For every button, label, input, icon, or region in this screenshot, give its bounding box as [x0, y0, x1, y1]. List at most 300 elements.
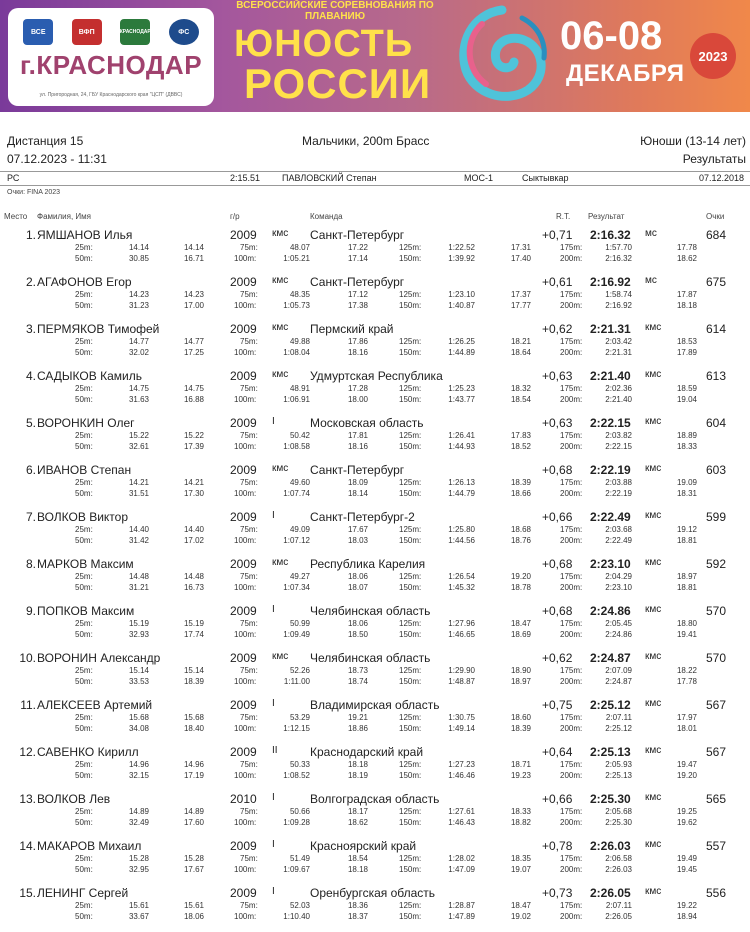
split-cumulative: 1:10.40: [283, 912, 310, 921]
split-label: 150m:: [399, 818, 422, 827]
split-cumulative: 2:07.09: [605, 666, 632, 675]
split-lap: 18.64: [510, 348, 531, 357]
swimmer-name: САВЕНКО Кирилл: [37, 745, 139, 759]
result-row: [0, 601, 750, 648]
split-cumulative: 1:08.58: [283, 442, 310, 451]
sport-rank: кмс: [272, 369, 289, 380]
split-cumulative: 2:21.40: [605, 395, 632, 404]
swimmer-name: АГАФОНОВ Егор: [37, 275, 132, 289]
split-label: 150m:: [399, 912, 422, 921]
split-cumulative: 2:07.11: [605, 901, 632, 910]
split-cumulative: 1:05.21: [283, 254, 310, 263]
place-number: 3.: [25, 322, 36, 336]
split-label: 175m:: [560, 384, 583, 393]
split-lap: 18.18: [676, 301, 697, 310]
split-lap: 14.21: [183, 478, 204, 487]
record-date: 07.12.2018: [698, 173, 744, 183]
points: 613: [706, 369, 727, 383]
split-label: 75m:: [240, 807, 258, 816]
split-lap: 18.81: [676, 583, 697, 592]
split-cumulative: 1:07.12: [283, 536, 310, 545]
points: 599: [706, 510, 727, 524]
split-lap: 18.14: [347, 489, 368, 498]
split-lap: 17.89: [676, 348, 697, 357]
split-lap: 14.89: [183, 807, 204, 816]
split-lap: 15.19: [183, 619, 204, 628]
result-row: [0, 460, 750, 507]
event-title: Мальчики, 200m Брасс: [302, 134, 430, 148]
split-cumulative: 1:23.10: [448, 290, 475, 299]
event-month: ДЕКАБРЯ: [566, 60, 685, 87]
swimmer-name: ПОПКОВ Максим: [37, 604, 135, 618]
result-rank: кмс: [645, 698, 662, 709]
split-cumulative: 1:25.80: [448, 525, 475, 534]
result-rank: кмс: [645, 510, 662, 521]
split-cumulative: 14.48: [128, 572, 149, 581]
split-label: 75m:: [240, 572, 258, 581]
split-cumulative: 2:24.87: [605, 677, 632, 686]
place-number: 4.: [25, 369, 36, 383]
split-cumulative: 1:25.23: [448, 384, 475, 393]
split-cumulative: 1:46.65: [448, 630, 475, 639]
sport-rank: I: [272, 416, 275, 427]
swimmer-name: ВОРОНКИН Олег: [37, 416, 135, 430]
reaction-time: +0,78: [542, 839, 573, 853]
sport-rank: I: [272, 792, 275, 803]
split-lap: 19.07: [510, 865, 531, 874]
split-cumulative: 1:22.52: [448, 243, 475, 252]
birth-year: 2009: [230, 839, 257, 853]
record-holder: ПАВЛОВСКИЙ Степан: [282, 173, 377, 183]
split-cumulative: 1:09.28: [283, 818, 310, 827]
split-label: 100m:: [234, 865, 257, 874]
split-label: 150m:: [399, 677, 422, 686]
event-dates: 06-08: [560, 14, 663, 58]
split-cumulative: 32.15: [128, 771, 149, 780]
split-label: 50m:: [75, 677, 93, 686]
split-lap: 14.77: [183, 337, 204, 346]
split-cumulative: 15.28: [128, 854, 149, 863]
split-label: 25m:: [75, 901, 93, 910]
split-cumulative: 33.67: [128, 912, 149, 921]
final-time: 2:21.40: [590, 369, 631, 383]
split-lap: 17.77: [510, 301, 531, 310]
split-cumulative: 1:43.77: [448, 395, 475, 404]
split-cumulative: 52.03: [289, 901, 310, 910]
split-label: 125m:: [399, 572, 422, 581]
split-label: 75m:: [240, 525, 258, 534]
team-name: Красноярский край: [310, 839, 417, 853]
split-label: 100m:: [234, 395, 257, 404]
split-cumulative: 31.21: [128, 583, 149, 592]
split-label: 125m:: [399, 901, 422, 910]
split-cumulative: 1:27.23: [448, 760, 475, 769]
split-cumulative: 2:05.45: [605, 619, 632, 628]
sport-rank: I: [272, 839, 275, 850]
split-cumulative: 2:03.68: [605, 525, 632, 534]
split-cumulative: 2:03.88: [605, 478, 632, 487]
split-label: 175m:: [560, 478, 583, 487]
split-label: 100m:: [234, 254, 257, 263]
split-label: 100m:: [234, 442, 257, 451]
split-lap: 18.97: [676, 572, 697, 581]
place-number: 10.: [19, 651, 36, 665]
event-datetime: 07.12.2023 - 11:31: [7, 152, 107, 166]
split-lap: 18.07: [347, 583, 368, 592]
final-time: 2:25.30: [590, 792, 631, 806]
split-lap: 15.68: [183, 713, 204, 722]
split-cumulative: 1:48.87: [448, 677, 475, 686]
swim-logo: ФС: [169, 19, 199, 45]
swimmer-name: ВОРОНИН Александр: [37, 651, 161, 665]
organizer-card: [8, 8, 214, 106]
reaction-time: +0,61: [542, 275, 573, 289]
split-label: 75m:: [240, 901, 258, 910]
split-lap: 18.54: [347, 854, 368, 863]
place-number: 7.: [25, 510, 36, 524]
split-cumulative: 1:30.75: [448, 713, 475, 722]
result-row: [0, 883, 750, 930]
split-label: 100m:: [234, 677, 257, 686]
place-number: 8.: [25, 557, 36, 571]
record-row: [0, 171, 750, 186]
result-rank: кмс: [645, 322, 662, 333]
split-cumulative: 31.51: [128, 489, 149, 498]
split-cumulative: 30.85: [128, 254, 149, 263]
split-cumulative: 2:16.32: [605, 254, 632, 263]
split-cumulative: 51.49: [289, 854, 310, 863]
split-lap: 18.54: [510, 395, 531, 404]
split-cumulative: 2:25.30: [605, 818, 632, 827]
split-cumulative: 1:11.00: [283, 677, 310, 686]
split-cumulative: 31.63: [128, 395, 149, 404]
split-cumulative: 49.60: [289, 478, 310, 487]
split-label: 25m:: [75, 854, 93, 863]
col-result: Результат: [588, 212, 625, 221]
split-cumulative: 48.91: [289, 384, 310, 393]
split-cumulative: 2:06.58: [605, 854, 632, 863]
points: 675: [706, 275, 727, 289]
split-lap: 17.67: [183, 865, 204, 874]
split-lap: 18.36: [347, 901, 368, 910]
split-lap: 18.39: [183, 677, 204, 686]
split-label: 150m:: [399, 254, 422, 263]
split-lap: 19.09: [676, 478, 697, 487]
split-label: 100m:: [234, 630, 257, 639]
sport-rank: I: [272, 698, 275, 709]
split-cumulative: 1:27.61: [448, 807, 475, 816]
team-name: Краснодарский край: [310, 745, 424, 759]
team-name: Санкт-Петербург: [310, 463, 405, 477]
split-cumulative: 14.77: [128, 337, 149, 346]
result-row: [0, 554, 750, 601]
split-lap: 18.73: [347, 666, 368, 675]
result-row: [0, 319, 750, 366]
split-lap: 18.74: [347, 677, 368, 686]
split-label: 200m:: [560, 395, 583, 404]
split-lap: 18.82: [510, 818, 531, 827]
split-cumulative: 34.08: [128, 724, 149, 733]
place-number: 2.: [25, 275, 36, 289]
wave-emblem-icon: [452, 4, 552, 108]
split-cumulative: 32.49: [128, 818, 149, 827]
split-lap: 18.21: [510, 337, 531, 346]
split-label: 125m:: [399, 525, 422, 534]
birth-year: 2009: [230, 322, 257, 336]
record-code: РС: [7, 173, 20, 183]
swimmer-name: ИВАНОВ Степан: [37, 463, 132, 477]
reaction-time: +0,62: [542, 322, 573, 336]
birth-year: 2009: [230, 416, 257, 430]
split-label: 150m:: [399, 865, 422, 874]
split-cumulative: 14.21: [128, 478, 149, 487]
split-cumulative: 15.14: [128, 666, 149, 675]
split-cumulative: 14.14: [128, 243, 149, 252]
split-cumulative: 1:28.02: [448, 854, 475, 863]
split-lap: 18.06: [347, 572, 368, 581]
split-lap: 19.04: [676, 395, 697, 404]
split-lap: 14.96: [183, 760, 204, 769]
split-label: 50m:: [75, 865, 93, 874]
split-cumulative: 2:26.05: [605, 912, 632, 921]
sport-rank: кмс: [272, 322, 289, 333]
points: 556: [706, 886, 727, 900]
split-label: 125m:: [399, 807, 422, 816]
split-lap: 14.14: [183, 243, 204, 252]
split-lap: 18.32: [510, 384, 531, 393]
split-label: 175m:: [560, 807, 583, 816]
result-row: [0, 272, 750, 319]
split-lap: 19.12: [676, 525, 697, 534]
split-lap: 18.16: [347, 348, 368, 357]
split-lap: 17.37: [510, 290, 531, 299]
split-cumulative: 2:22.15: [605, 442, 632, 451]
split-cumulative: 14.40: [128, 525, 149, 534]
sport-rank: кмс: [272, 275, 289, 286]
split-cumulative: 1:26.25: [448, 337, 475, 346]
final-time: 2:25.12: [590, 698, 631, 712]
points: 684: [706, 228, 727, 242]
team-name: Республика Карелия: [310, 557, 426, 571]
split-label: 125m:: [399, 478, 422, 487]
split-label: 175m:: [560, 290, 583, 299]
split-label: 175m:: [560, 666, 583, 675]
result-row: [0, 507, 750, 554]
reaction-time: +0,64: [542, 745, 573, 759]
split-label: 50m:: [75, 301, 93, 310]
sports-logo: ВСЕ: [23, 19, 53, 45]
place-number: 1.: [25, 228, 36, 242]
result-row: [0, 413, 750, 460]
result-rank: кмс: [645, 416, 662, 427]
split-lap: 19.22: [676, 901, 697, 910]
split-cumulative: 48.35: [289, 290, 310, 299]
split-lap: 14.40: [183, 525, 204, 534]
split-label: 75m:: [240, 760, 258, 769]
split-lap: 18.90: [510, 666, 531, 675]
points: 567: [706, 698, 727, 712]
split-label: 50m:: [75, 912, 93, 921]
result-rank: мс: [645, 228, 657, 239]
result-row: [0, 648, 750, 695]
split-cumulative: 31.23: [128, 301, 149, 310]
reaction-time: +0,62: [542, 651, 573, 665]
split-cumulative: 32.95: [128, 865, 149, 874]
team-name: Санкт-Петербург: [310, 275, 405, 289]
split-cumulative: 31.42: [128, 536, 149, 545]
split-lap: 18.18: [347, 760, 368, 769]
result-row: [0, 695, 750, 742]
split-cumulative: 1:27.96: [448, 619, 475, 628]
split-lap: 17.40: [510, 254, 531, 263]
split-cumulative: 1:26.41: [448, 431, 475, 440]
split-lap: 18.39: [510, 478, 531, 487]
split-cumulative: 33.53: [128, 677, 149, 686]
reaction-time: +0,66: [542, 510, 573, 524]
results-label: Результаты: [682, 152, 746, 166]
split-label: 25m:: [75, 525, 93, 534]
split-lap: 18.06: [183, 912, 204, 921]
result-rank: кмс: [645, 604, 662, 615]
split-label: 100m:: [234, 536, 257, 545]
birth-year: 2009: [230, 745, 257, 759]
split-label: 175m:: [560, 619, 583, 628]
split-lap: 15.61: [183, 901, 204, 910]
split-lap: 17.14: [347, 254, 368, 263]
split-label: 175m:: [560, 572, 583, 581]
split-cumulative: 1:08.52: [283, 771, 310, 780]
split-cumulative: 1:09.49: [283, 630, 310, 639]
final-time: 2:22.49: [590, 510, 631, 524]
venue-address: ул. Пригородная, 24, ГБУ Краснодарского края "ЦСП" (ДВВС): [39, 92, 183, 98]
split-lap: 17.02: [183, 536, 204, 545]
split-label: 125m:: [399, 619, 422, 628]
split-label: 125m:: [399, 713, 422, 722]
split-lap: 15.14: [183, 666, 204, 675]
split-lap: 15.28: [183, 854, 204, 863]
final-time: 2:25.13: [590, 745, 631, 759]
split-cumulative: 48.07: [289, 243, 310, 252]
split-cumulative: 53.29: [289, 713, 310, 722]
result-rank: кмс: [645, 792, 662, 803]
place-number: 6.: [25, 463, 36, 477]
federation-logo: ВФП: [72, 19, 102, 45]
col-name: Фамилия, Имя: [37, 212, 91, 221]
result-rank: кмс: [645, 651, 662, 662]
split-cumulative: 1:05.73: [283, 301, 310, 310]
split-cumulative: 1:57.70: [605, 243, 632, 252]
result-row: [0, 225, 750, 272]
split-lap: 17.39: [183, 442, 204, 451]
reaction-time: +0,68: [542, 557, 573, 571]
split-label: 175m:: [560, 337, 583, 346]
split-lap: 18.89: [676, 431, 697, 440]
split-label: 75m:: [240, 384, 258, 393]
split-cumulative: 2:25.13: [605, 771, 632, 780]
split-label: 175m:: [560, 713, 583, 722]
split-cumulative: 1:06.91: [283, 395, 310, 404]
split-cumulative: 1:28.87: [448, 901, 475, 910]
split-label: 50m:: [75, 348, 93, 357]
split-lap: 18.68: [510, 525, 531, 534]
split-label: 75m:: [240, 854, 258, 863]
city-title: г.КРАСНОДАР: [19, 50, 203, 80]
result-row: [0, 742, 750, 789]
split-lap: 17.00: [183, 301, 204, 310]
split-label: 50m:: [75, 395, 93, 404]
split-label: 100m:: [234, 489, 257, 498]
split-label: 200m:: [560, 301, 583, 310]
birth-year: 2009: [230, 604, 257, 618]
team-name: Санкт-Петербург-2: [310, 510, 415, 524]
split-label: 175m:: [560, 431, 583, 440]
split-lap: 17.83: [510, 431, 531, 440]
split-lap: 18.50: [347, 630, 368, 639]
sport-rank: кмс: [272, 463, 289, 474]
sport-rank: I: [272, 886, 275, 897]
split-label: 200m:: [560, 630, 583, 639]
split-lap: 18.19: [347, 771, 368, 780]
split-lap: 17.81: [347, 431, 368, 440]
team-name: Челябинская область: [310, 604, 431, 618]
split-label: 175m:: [560, 854, 583, 863]
place-number: 11.: [20, 698, 36, 712]
split-lap: 18.71: [510, 760, 531, 769]
points: 565: [706, 792, 727, 806]
place-number: 12.: [19, 745, 36, 759]
split-cumulative: 1:47.89: [448, 912, 475, 921]
title-line-1: ЮНОСТЬ: [234, 23, 414, 65]
split-cumulative: 50.99: [289, 619, 310, 628]
split-cumulative: 1:12.15: [283, 724, 310, 733]
split-cumulative: 1:07.74: [283, 489, 310, 498]
final-time: 2:26.05: [590, 886, 631, 900]
split-lap: 17.78: [676, 243, 697, 252]
split-label: 50m:: [75, 724, 93, 733]
split-cumulative: 15.19: [128, 619, 149, 628]
split-lap: 18.81: [676, 536, 697, 545]
split-label: 200m:: [560, 583, 583, 592]
points: 603: [706, 463, 727, 477]
points: 570: [706, 651, 727, 665]
result-row: [0, 366, 750, 413]
final-time: 2:22.19: [590, 463, 631, 477]
split-lap: 19.49: [676, 854, 697, 863]
split-label: 200m:: [560, 348, 583, 357]
split-lap: 18.06: [347, 619, 368, 628]
split-lap: 19.41: [676, 630, 697, 639]
split-lap: 18.62: [676, 254, 697, 263]
result-rank: кмс: [645, 839, 662, 850]
split-cumulative: 2:25.12: [605, 724, 632, 733]
event-banner: [0, 0, 750, 112]
points-note: Очки: FINA 2023: [7, 189, 61, 196]
split-label: 150m:: [399, 771, 422, 780]
split-lap: 18.47: [510, 619, 531, 628]
split-label: 125m:: [399, 854, 422, 863]
record-city: Сыктывкар: [522, 173, 569, 183]
split-label: 75m:: [240, 478, 258, 487]
team-name: Владимирская область: [310, 698, 440, 712]
split-label: 200m:: [560, 771, 583, 780]
split-cumulative: 32.61: [128, 442, 149, 451]
final-time: 2:23.10: [590, 557, 631, 571]
birth-year: 2010: [230, 792, 257, 806]
split-lap: 18.39: [510, 724, 531, 733]
reaction-time: +0,63: [542, 416, 573, 430]
split-cumulative: 2:26.03: [605, 865, 632, 874]
split-cumulative: 1:29.90: [448, 666, 475, 675]
